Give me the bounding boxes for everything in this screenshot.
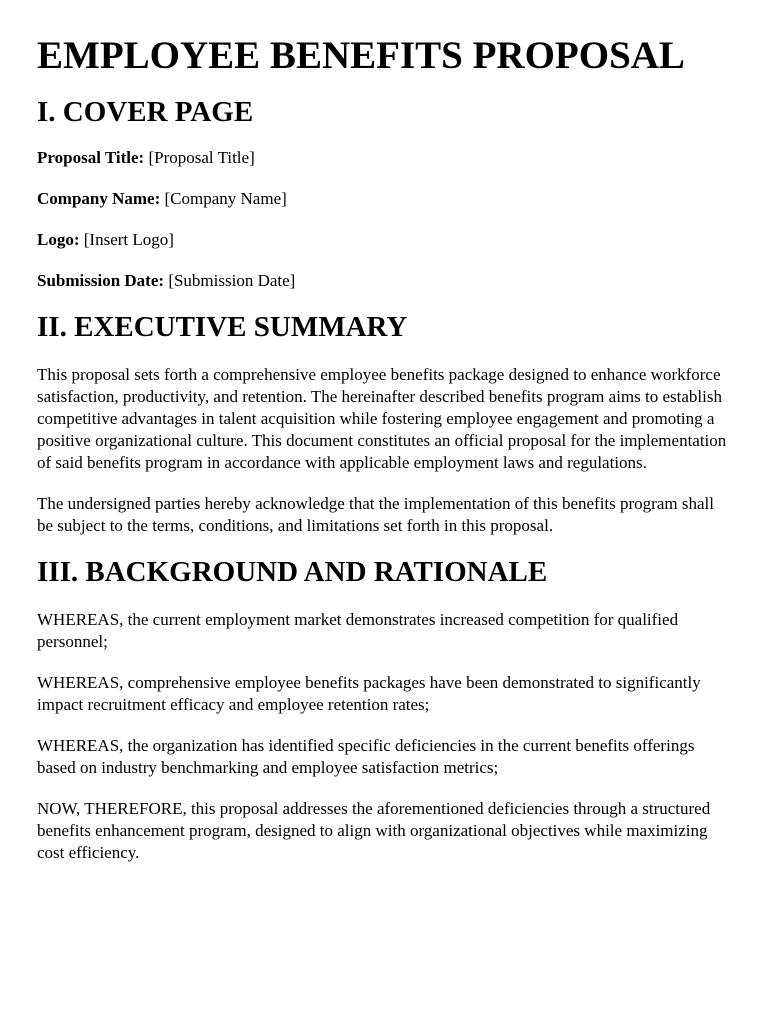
field-label: Proposal Title: xyxy=(37,148,145,167)
section-heading-executive-summary: II. EXECUTIVE SUMMARY xyxy=(37,311,408,343)
background-paragraph: NOW, THEREFORE, this proposal addresses the aforementioned deficiencies through a structured benefits enhancement program, designed to align with organizational objectives while maximizing cost efficiency. xyxy=(37,799,711,862)
field-label: Logo: xyxy=(37,230,80,249)
executive-summary-paragraph: The undersigned parties hereby acknowledge that the implementation of this benefits program shall be subject to the terms, conditions, and limitations set forth in this proposal. xyxy=(37,494,714,535)
field-label: Company Name: xyxy=(37,189,161,208)
executive-summary-paragraph: This proposal sets forth a comprehensive employee benefits package designed to enhance workforce satisfaction, productivity, and retention. The hereinafter described benefits program aims to establish competitive advantages in talent acquisition while fostering employee engagement and promoting a positive organizational culture. This document constitutes an official proposal for the implementation of said benefits program in accordance with applicable employment laws and regulations. xyxy=(37,365,727,472)
field-label: Submission Date: xyxy=(37,271,165,290)
section-heading-cover-page: I. COVER PAGE xyxy=(37,96,254,128)
document-title: EMPLOYEE BENEFITS PROPOSAL xyxy=(37,34,685,77)
field-logo xyxy=(37,229,734,251)
section-heading-background: III. BACKGROUND AND RATIONALE xyxy=(37,556,548,588)
field-value: [Submission Date] xyxy=(168,271,296,290)
background-paragraph: WHEREAS, the current employment market demonstrates increased competition for qualified personnel; xyxy=(37,610,679,651)
field-company-name xyxy=(37,188,734,210)
field-value: [Proposal Title] xyxy=(148,148,255,167)
background-paragraph: WHEREAS, comprehensive employee benefits packages have been demonstrated to significantly impact recruitment efficacy and employee retention rates; xyxy=(37,673,701,714)
field-value: [Insert Logo] xyxy=(83,230,174,249)
background-paragraph: WHEREAS, the organization has identified specific deficiencies in the current benefits offerings based on industry benchmarking and employee satisfaction metrics; xyxy=(37,736,695,777)
field-submission-date xyxy=(37,270,734,292)
field-proposal-title xyxy=(37,147,734,169)
field-value: [Company Name] xyxy=(164,189,287,208)
